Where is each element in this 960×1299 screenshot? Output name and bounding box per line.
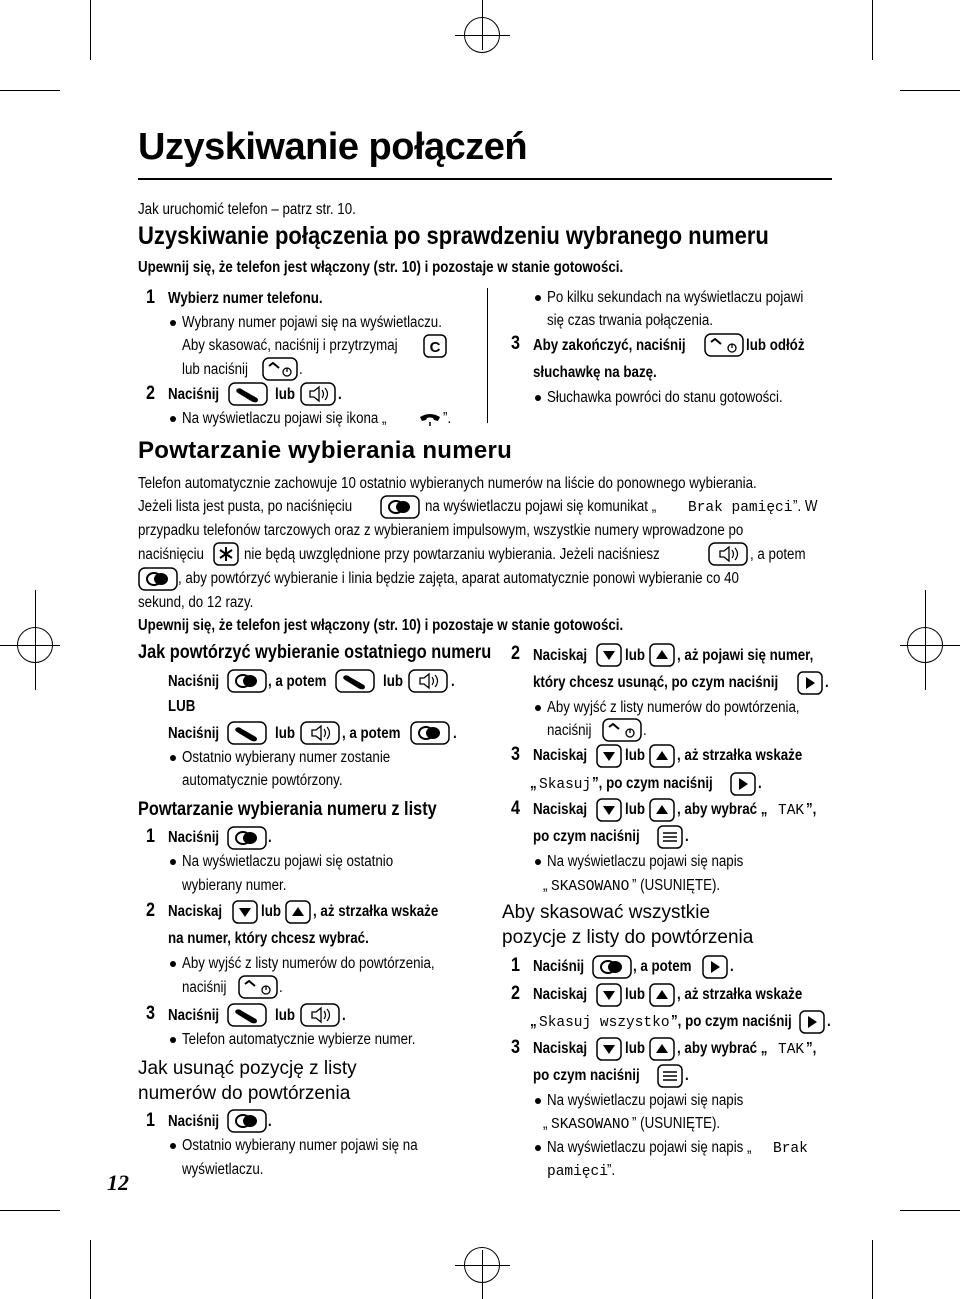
step-text: lub	[625, 986, 645, 1003]
speaker-key-icon	[300, 1003, 340, 1032]
step-number: 2	[146, 900, 155, 921]
step-text: Naciśnij	[168, 725, 220, 742]
step-number: 1	[146, 1110, 155, 1131]
registration-mark	[464, 1247, 500, 1283]
step-text: Wybierz numer telefonu.	[168, 290, 323, 307]
talk-key-icon	[228, 382, 268, 411]
display-message: pamięci	[547, 1164, 608, 1180]
period: .	[453, 725, 457, 742]
step-text: Naciskaj	[168, 903, 223, 920]
section-heading: Uzyskiwanie połączenia po sprawdzeniu wybranego numeru	[138, 222, 769, 250]
crop-mark	[90, 0, 91, 60]
display-message: Skasuj	[539, 777, 592, 793]
bullet-text: Aby wyjść z listy numerów do powtórzenia,	[182, 955, 435, 972]
step-text: Naciśnij	[168, 386, 220, 403]
period: .	[643, 722, 647, 739]
right-arrow-key-icon	[799, 1010, 825, 1039]
off-key-icon	[602, 718, 642, 747]
subsection-heading: Jak usunąć pozycję z listy	[138, 1058, 357, 1079]
step-text: ”,	[806, 801, 817, 818]
step-text: ”, po czym naciśnij	[671, 1013, 792, 1030]
talk-key-icon	[227, 721, 267, 750]
step-text: Naciskaj	[533, 986, 588, 1003]
bullet-text: Telefon automatycznie wybierze numer.	[182, 1031, 416, 1048]
down-arrow-key-icon	[596, 744, 622, 773]
display-message: TAK	[778, 1042, 805, 1058]
bullet	[535, 705, 541, 711]
bullet-text: ”.	[607, 1162, 616, 1179]
quote-mark: „	[543, 877, 548, 894]
up-arrow-key-icon	[649, 983, 675, 1012]
step-text: , a potem	[633, 958, 692, 975]
step-text: , aby wybrać „	[677, 801, 768, 818]
menu-key-icon	[657, 1064, 683, 1093]
right-arrow-key-icon	[797, 671, 823, 700]
period: .	[827, 1013, 831, 1030]
page-title: Uzyskiwanie połączeń	[138, 126, 528, 168]
step-text: po czym naciśnij	[533, 1067, 640, 1084]
bullet-text: się czas trwania połączenia.	[547, 312, 713, 329]
bullet	[170, 1143, 176, 1149]
off-key-icon	[704, 333, 744, 362]
bullet	[535, 859, 541, 865]
bullet-text: Na wyświetlaczu pojawi się ikona „	[182, 410, 387, 427]
step-text: Naciśnij	[533, 958, 585, 975]
down-arrow-key-icon	[596, 643, 622, 672]
step-text: lub odłóż	[746, 337, 805, 354]
bullet	[535, 1098, 541, 1104]
step-text: po czym naciśnij	[533, 828, 640, 845]
tone-star-key-icon	[213, 542, 239, 571]
redial-key-icon	[227, 1109, 267, 1138]
intro-text: Jak uruchomić telefon – patrz str. 10.	[138, 201, 356, 218]
bullet-text: ”.	[443, 410, 452, 427]
display-message: TAK	[778, 803, 805, 819]
paragraph: przypadku telefonów tarczowych oraz z wybieraniem impulsowym, wszystkie numery wprowadzone po	[138, 522, 744, 539]
period: .	[338, 386, 342, 403]
crop-mark	[90, 1240, 91, 1299]
talk-key-icon	[227, 1003, 267, 1032]
step-number: 3	[146, 1003, 155, 1024]
step-text: ”, po czym naciśnij	[592, 775, 713, 792]
period: .	[279, 979, 283, 996]
bullet-text: automatycznie powtórzony.	[182, 772, 343, 789]
bullet-text: Po kilku sekundach na wyświetlaczu pojawi	[547, 289, 804, 306]
menu-key-icon	[657, 825, 683, 854]
crop-mark	[872, 1240, 873, 1299]
paragraph: naciśnięciu	[138, 546, 204, 563]
step-text: Naciśnij	[168, 1007, 220, 1024]
bullet-text: Na wyświetlaczu pojawi się napis	[547, 853, 744, 870]
step-text: , aż pojawi się numer,	[677, 647, 814, 664]
bullet-text: Aby wyjść z listy numerów do powtórzenia,	[547, 699, 800, 716]
redial-key-icon	[138, 567, 178, 596]
period: .	[758, 775, 762, 792]
step-text: Aby zakończyć, naciśnij	[533, 337, 686, 354]
step-text: który chcesz usunąć, po czym naciśnij	[533, 674, 779, 691]
bullet-text: Na wyświetlaczu pojawi się ostatnio	[182, 853, 394, 870]
bullet	[170, 320, 176, 326]
step-number: 3	[511, 1037, 520, 1058]
bullet-text: Ostatnio wybierany numer pojawi się na	[182, 1137, 418, 1154]
bullet-text: wybierany numer.	[182, 877, 287, 894]
up-arrow-key-icon	[649, 643, 675, 672]
step-text: lub	[625, 647, 645, 664]
right-arrow-key-icon	[702, 955, 728, 984]
redial-key-icon	[227, 669, 267, 698]
bullet-text: Słuchawka powróci do stanu gotowości.	[547, 389, 783, 406]
bullet-text: wyświetlaczu.	[182, 1161, 264, 1178]
step-text: , a potem	[268, 673, 327, 690]
clear-c-key-icon	[423, 334, 447, 363]
speaker-key-icon	[300, 721, 340, 750]
down-arrow-key-icon	[232, 900, 258, 929]
bullet	[170, 755, 176, 761]
step-text: Naciskaj	[533, 801, 588, 818]
display-message: SKASOWANO	[551, 1117, 630, 1133]
registration-mark	[464, 17, 500, 53]
bullet	[535, 295, 541, 301]
speaker-key-icon	[408, 669, 448, 698]
step-number: 1	[146, 826, 155, 847]
display-message: Brak pamięci	[688, 500, 793, 516]
quote-mark: „	[530, 1013, 537, 1030]
redial-key-icon	[410, 721, 450, 750]
step-text: na numer, który chcesz wybrać.	[168, 930, 369, 947]
bullet	[535, 1145, 541, 1151]
subsection-heading: pozycje z listy do powtórzenia	[502, 927, 754, 948]
step-text: Naciśnij	[168, 673, 220, 690]
svg-text:C: C	[429, 339, 441, 356]
right-arrow-key-icon	[730, 772, 756, 801]
paragraph: Jeżeli lista jest pusta, po naciśnięciu	[138, 498, 353, 515]
bullet	[170, 1037, 176, 1043]
down-arrow-key-icon	[596, 1037, 622, 1066]
period: .	[451, 673, 455, 690]
redial-key-icon	[380, 495, 420, 524]
paragraph: ”. W	[793, 498, 818, 515]
paragraph: Telefon automatycznie zachowuje 10 ostatnio wybieranych numerów na liście do ponownego wybierania.	[138, 475, 757, 492]
paragraph: , aby powtórzyć wybieranie i linia będzie zajęta, aparat automatycznie ponowi wybieranie co 40	[178, 570, 739, 587]
bullet-text: ” (USUNIĘTE).	[632, 1115, 721, 1132]
period: .	[685, 828, 689, 845]
talk-key-icon	[335, 669, 375, 698]
bullet-text: Wybrany numer pojawi się na wyświetlaczu.	[182, 314, 442, 331]
up-arrow-key-icon	[649, 798, 675, 827]
registration-mark	[17, 627, 53, 663]
page-number: 12	[107, 1170, 129, 1195]
up-arrow-key-icon	[649, 744, 675, 773]
quote-mark: „	[530, 775, 537, 792]
up-arrow-key-icon	[285, 900, 311, 929]
or-label: LUB	[168, 698, 196, 715]
up-arrow-key-icon	[649, 1037, 675, 1066]
period: .	[268, 1113, 272, 1130]
step-text: Naciskaj	[533, 1040, 588, 1057]
paragraph: , a potem	[750, 546, 806, 563]
quote-mark: „	[543, 1115, 548, 1132]
subsection-heading: Jak powtórzyć wybieranie ostatniego numeru	[138, 642, 492, 663]
step-text: Naciśnij	[168, 1113, 220, 1130]
title-rule	[138, 178, 832, 180]
subsection-heading: numerów do powtórzenia	[138, 1083, 351, 1104]
paragraph: na wyświetlaczu pojawi się komunikat „	[425, 498, 657, 515]
down-arrow-key-icon	[596, 798, 622, 827]
period: .	[299, 361, 303, 378]
bullet-text: naciśnij	[182, 979, 227, 996]
crop-mark	[0, 1210, 60, 1211]
step-number: 1	[146, 287, 155, 308]
period: .	[685, 1067, 689, 1084]
bullet-text: Aby skasować, naciśnij i przytrzymaj	[182, 337, 398, 354]
step-number: 2	[511, 643, 520, 664]
bullet	[535, 395, 541, 401]
bullet	[170, 416, 176, 422]
step-text: Naciśnij	[168, 829, 220, 846]
paragraph: sekund, do 12 razy.	[138, 594, 254, 611]
handset-display-icon	[418, 411, 442, 432]
section-heading: Powtarzanie wybierania numeru	[138, 437, 513, 464]
step-text: lub	[261, 903, 281, 920]
crop-mark	[0, 90, 60, 91]
bullet-text: lub naciśnij	[182, 361, 248, 378]
step-text: Naciskaj	[533, 647, 588, 664]
crop-mark	[900, 90, 960, 91]
off-key-icon	[238, 975, 278, 1004]
step-text: , aby wybrać „	[677, 1040, 768, 1057]
section-note: Upewnij się, że telefon jest włączony (str. 10) i pozostaje w stanie gotowości.	[138, 617, 624, 634]
period: .	[342, 1007, 346, 1024]
step-text: lub	[275, 1007, 295, 1024]
redial-key-icon	[227, 826, 267, 855]
bullet-text: Na wyświetlaczu pojawi się napis	[547, 1092, 744, 1109]
redial-key-icon	[592, 955, 632, 984]
down-arrow-key-icon	[596, 983, 622, 1012]
step-number: 1	[511, 955, 520, 976]
step-number: 3	[511, 333, 520, 354]
subsection-heading: Powtarzanie wybierania numeru z listy	[138, 799, 437, 820]
step-text: słuchawkę na bazę.	[533, 364, 657, 381]
step-text: Naciskaj	[533, 747, 588, 764]
display-message: SKASOWANO	[551, 879, 630, 895]
step-text: , a potem	[342, 725, 401, 742]
speaker-key-icon	[708, 542, 748, 571]
step-text: lub	[625, 1040, 645, 1057]
step-text: , aż strzałka wskaże	[313, 903, 439, 920]
paragraph: nie będą uwzględnione przy powtarzaniu wybierania. Jeżeli naciśniesz	[244, 546, 660, 563]
period: .	[268, 829, 272, 846]
registration-mark	[907, 627, 943, 663]
speaker-key-icon	[300, 382, 336, 411]
step-number: 3	[511, 744, 520, 765]
crop-mark	[872, 0, 873, 60]
display-message: Skasuj wszystko	[539, 1015, 670, 1031]
bullet	[170, 859, 176, 865]
subsection-heading: Aby skasować wszystkie	[502, 902, 711, 923]
column-divider	[487, 288, 488, 423]
period: .	[825, 674, 829, 691]
bullet-text: Ostatnio wybierany numer zostanie	[182, 749, 391, 766]
display-message: Brak	[773, 1141, 808, 1157]
step-number: 2	[146, 383, 155, 404]
bullet	[170, 961, 176, 967]
step-text: lub	[383, 673, 403, 690]
step-text: lub	[625, 801, 645, 818]
step-text: lub	[625, 747, 645, 764]
bullet-text: naciśnij	[547, 722, 592, 739]
section-note: Upewnij się, że telefon jest włączony (str. 10) i pozostaje w stanie gotowości.	[138, 259, 624, 276]
step-text: , aż strzałka wskaże	[677, 986, 803, 1003]
step-text: lub	[275, 386, 295, 403]
step-number: 2	[511, 983, 520, 1004]
period: .	[730, 958, 734, 975]
bullet-text: Na wyświetlaczu pojawi się napis „	[547, 1139, 752, 1156]
step-text: lub	[275, 725, 295, 742]
step-text: , aż strzałka wskaże	[677, 747, 803, 764]
crop-mark	[900, 1210, 960, 1211]
step-number: 4	[511, 798, 520, 819]
step-text: ”,	[806, 1040, 817, 1057]
bullet-text: ” (USUNIĘTE).	[632, 877, 721, 894]
